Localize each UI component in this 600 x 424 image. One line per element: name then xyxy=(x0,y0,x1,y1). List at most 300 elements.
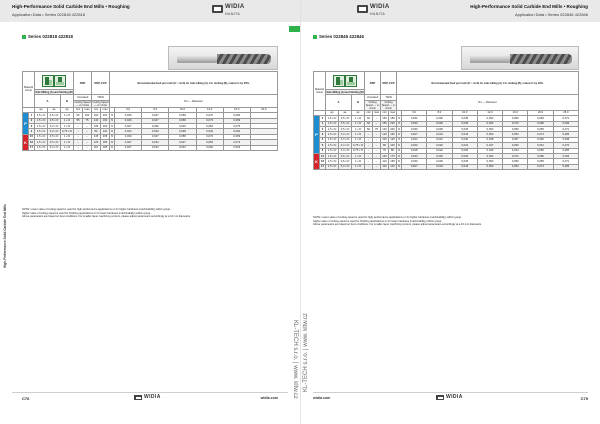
cell-n: 16 xyxy=(321,159,324,163)
material-group-badge: P xyxy=(23,113,29,135)
cell-feed: 0,030 xyxy=(115,134,142,139)
note-line: NOTE: Lower value of cutting speed is used for high-performance applications or for higher hardness (machinability) within group. xyxy=(313,216,462,219)
widia-logo-icon xyxy=(212,5,223,13)
cell-feed: 0,027 xyxy=(115,140,142,145)
side-milling-icon xyxy=(42,75,54,87)
page-number: C76 xyxy=(22,396,30,401)
cell-v1: – xyxy=(365,137,373,142)
cell-v4: 120 xyxy=(390,138,395,142)
cell-bap: 0,75 x D xyxy=(353,149,364,153)
cell-feed: 0,071 xyxy=(553,159,578,164)
cell-feed: 0,074 xyxy=(528,132,553,137)
footer-url[interactable]: widia.com xyxy=(260,396,278,400)
cell-fz: fz xyxy=(111,119,114,123)
cell-feed: 0,036 xyxy=(427,159,452,164)
cell-v2: – xyxy=(83,134,92,139)
cell-bap: 0,75 x D xyxy=(62,130,73,134)
end-mill-image xyxy=(168,46,278,70)
cell-feed: 0,047 xyxy=(142,118,169,123)
ap-label-b: ap xyxy=(61,107,74,112)
series-heading xyxy=(22,34,73,39)
d1-diameter-header: D1 — Diameter xyxy=(397,95,579,110)
recommendation-header: Recommended feed per tooth (fz = inch) for side milling (A). For slotting (B), reduce fz by 20%. xyxy=(397,72,579,95)
cell-ap: 1,5 x D xyxy=(326,143,339,148)
cell-v4: 165 xyxy=(390,159,395,163)
cell-v1: 50 xyxy=(365,126,373,131)
tisin-header: TiSiN xyxy=(92,95,110,100)
cell-feed: 0,024 xyxy=(402,137,427,142)
cell-v1: – xyxy=(365,143,373,148)
page-subtitle: Application Data • Series 022818 422818 xyxy=(12,12,86,17)
watermark: KL-TECH s.r.o. | www. kltw.cz xyxy=(292,320,298,399)
material-group-badge: K xyxy=(23,134,29,150)
cell-feed xyxy=(250,145,277,150)
cell-feed: 0,027 xyxy=(402,164,427,169)
cell-feed: 0,080 xyxy=(528,121,553,126)
cell-feed: 0,027 xyxy=(115,123,142,128)
ap-label-b: ap xyxy=(352,110,365,115)
cell-feed: 0,068 xyxy=(553,137,578,142)
cell-feed: 0,044 xyxy=(503,148,528,153)
cell-v3: 140 xyxy=(92,118,101,123)
cell-feed: 0,040 xyxy=(452,137,477,142)
cell-feed: 0,093 xyxy=(553,121,578,126)
cell-v3: 70 xyxy=(381,148,389,153)
brand-name: WIDIA xyxy=(225,4,245,10)
col-b: B xyxy=(352,95,365,110)
cell-feed: 0,045 xyxy=(452,159,477,164)
cell-n: 15 xyxy=(30,135,33,139)
cell-feed: 0,080 xyxy=(528,153,553,158)
cell-feed: 0,036 xyxy=(427,121,452,126)
cell-feed: 0,083 xyxy=(223,134,250,139)
cell-v3: 110 xyxy=(92,145,101,150)
material-group-header: Material Group xyxy=(314,72,326,111)
cell-feed: 0,033 xyxy=(402,121,427,126)
cell-v4: 185 xyxy=(101,145,110,150)
cell-bap: 1 x D xyxy=(61,134,74,139)
cell-v2: – xyxy=(83,145,92,150)
cell-feed: 0,055 xyxy=(196,140,223,145)
cell-fz: fz xyxy=(398,159,401,163)
cell-feed: 0,045 xyxy=(169,123,196,128)
cell-n: 4 xyxy=(320,137,326,142)
cell-v3: 145 xyxy=(92,134,101,139)
cell-feed: 0,050 xyxy=(503,143,528,148)
max-label: max xyxy=(373,111,380,115)
cell-v1: 55 xyxy=(74,118,83,123)
cell-feed: 0,045 xyxy=(452,116,477,121)
cell-bap: 1 x D xyxy=(352,153,365,158)
cell-feed: 0,070 xyxy=(503,121,528,126)
cell-feed: 0,059 xyxy=(503,126,528,131)
speed-header-2: Cutting Speed — vc m/min xyxy=(92,100,109,107)
cell-v4: 200 xyxy=(390,127,395,131)
cell-v4: 190 xyxy=(390,133,395,137)
cell-ap: 1,5 x D xyxy=(326,126,339,131)
cell-bap: 1 x D xyxy=(352,126,365,131)
cell-feed: 0,047 xyxy=(142,113,169,118)
cell-ae: 0,5 x D xyxy=(339,126,352,131)
footnote xyxy=(313,216,482,227)
cell-ae: 0,5 x D xyxy=(339,153,352,158)
cell-fz: fz xyxy=(398,127,401,131)
cell-feed: 0,043 xyxy=(169,145,196,150)
note-line: Higher value of cutting speed is used for finishing applications or for lower hardness (machinability) within group. xyxy=(313,219,442,223)
cell-fz: fz xyxy=(398,133,401,137)
cell-feed: 0,036 xyxy=(427,153,452,158)
cell-v4: 185 xyxy=(101,140,110,145)
cell-feed: 0,024 xyxy=(115,129,142,134)
page-subtitle: Application Data • Series 022846 422846 xyxy=(514,12,588,17)
tisin-header: TiSiN xyxy=(381,95,397,100)
cell-n: 4 xyxy=(29,129,35,134)
side-section-label: High-Performance Solid Carbide End Mills xyxy=(3,204,7,268)
cell-feed: 0,083 xyxy=(223,118,250,123)
cell-v2: – xyxy=(373,164,381,169)
ae-label: ae xyxy=(48,107,61,112)
footer-brand-name: WIDIA xyxy=(144,394,161,400)
cell-fz: fz xyxy=(111,130,114,134)
cell-bap: 1 x D xyxy=(352,164,365,169)
cell-ae: 0,5 x D xyxy=(339,159,352,164)
cell-ap: 1,5 x D xyxy=(326,121,339,126)
cell-v4: 220 xyxy=(390,122,395,126)
cell-v4: 160 xyxy=(101,123,110,128)
cell-feed: 0,058 xyxy=(169,118,196,123)
page-number: C79 xyxy=(580,396,588,401)
cell-ap: 1,5 x D xyxy=(35,113,48,118)
cell-ap: 1,5 x D xyxy=(326,137,339,142)
cell-ap: 1,5 x D xyxy=(35,145,48,150)
cell-v4: 100 xyxy=(390,143,395,147)
cell-feed: 0,049 xyxy=(196,129,223,134)
cell-feed: 0,043 xyxy=(452,164,477,169)
cell-feed: 0,034 xyxy=(427,132,452,137)
cell-feed: 0,059 xyxy=(503,159,528,164)
right-page xyxy=(300,0,600,424)
cell-bap: 1 x D xyxy=(61,140,74,145)
cell-feed: 0,060 xyxy=(196,123,223,128)
cell-feed: 0,060 xyxy=(477,164,502,169)
cell-feed: 0,060 xyxy=(528,137,553,142)
cell-v4: 175 xyxy=(390,154,395,158)
d1-diameter-header: D1 — Diameter xyxy=(110,95,278,107)
page-title: High-Performance Solid Carbide End Mills • Roughing xyxy=(12,4,130,9)
ap-label: ap xyxy=(35,107,48,112)
cell-n: 2 xyxy=(29,118,35,123)
cell-v2: 100 xyxy=(83,113,92,118)
min-label: min xyxy=(382,111,387,115)
cell-feed: 0,046 xyxy=(452,121,477,126)
cell-feed: 0,083 xyxy=(553,132,578,137)
cell-feed: 0,082 xyxy=(223,113,250,118)
cell-feed: 0,071 xyxy=(553,116,578,121)
cell-fz: fz xyxy=(398,138,401,142)
slotting-icon xyxy=(345,75,357,87)
cell-feed: 0,062 xyxy=(477,153,502,158)
cell-feed: 0,052 xyxy=(477,126,502,131)
max-label: max xyxy=(102,108,108,112)
diameter-label: 8,0 xyxy=(427,110,452,115)
cell-n: 17 xyxy=(30,146,33,150)
cell-feed: 0,093 xyxy=(553,153,578,158)
cell-feed: 0,071 xyxy=(553,126,578,131)
cell-ap: 1,5 x D xyxy=(35,129,48,134)
cell-ap: 1,5 x D xyxy=(35,118,48,123)
cell-ap: 1,5 x D xyxy=(326,132,339,137)
cell-feed: 0,065 xyxy=(528,126,553,131)
cell-v1: 60 xyxy=(74,113,83,118)
table-row xyxy=(314,164,579,169)
uncoated-header: Uncoated xyxy=(365,95,381,100)
cell-v1: 60 xyxy=(365,121,373,126)
diameter-label: 16,0 xyxy=(223,107,250,112)
cell-bap: 1 x D xyxy=(61,145,74,150)
material-group-badge: K xyxy=(314,153,320,169)
cell-feed: 0,036 xyxy=(427,126,452,131)
cell-feed: 0,057 xyxy=(503,137,528,142)
cell-bap: 1 x D xyxy=(352,116,365,121)
cell-fz: fz xyxy=(111,140,114,144)
side-milling-title: Side Milling (A) and Slotting (B) xyxy=(35,90,73,94)
cell-feed: 0,073 xyxy=(223,140,250,145)
cell-feed: 0,020 xyxy=(402,143,427,148)
cell-ae: 0,5 x D xyxy=(48,140,61,145)
cell-feed: 0,026 xyxy=(115,118,142,123)
cell-n: 17 xyxy=(321,165,324,169)
cell-n: 5 xyxy=(320,143,326,148)
cell-n: 15 xyxy=(321,154,324,158)
cell-ae: 0,4 x D xyxy=(339,143,352,148)
note-line: Above parameters are based on best conditions. For smaller taper machining centers, please adjust parameters accordingly at a 10 mm diameters. xyxy=(22,215,191,219)
speed-header-2: Cutting Speed — vc m/min xyxy=(381,100,396,110)
cell-feed: 0,052 xyxy=(477,116,502,121)
cell-feed: 0,036 xyxy=(142,123,169,128)
footer-logo xyxy=(134,393,164,403)
note-line: Above parameters are based on best conditions. For smaller taper machining centers, please adjust parameters accordingly at a 10 mm diameters. xyxy=(313,223,482,227)
footer-brand-name: WIDIA xyxy=(446,394,463,400)
cell-feed: 0,060 xyxy=(477,132,502,137)
table-body xyxy=(314,116,579,170)
cell-feed: 0,048 xyxy=(477,137,502,142)
cell-feed: 0,030 xyxy=(402,159,427,164)
material-group-badge: P xyxy=(314,116,320,154)
cell-feed: 0,063 xyxy=(503,132,528,137)
series-heading xyxy=(313,34,364,39)
footnote xyxy=(22,208,191,219)
cell-feed: 0,030 xyxy=(402,126,427,131)
side-milling-icon xyxy=(333,75,345,87)
cell-feed: 0,027 xyxy=(115,145,142,150)
max-label: max xyxy=(390,111,396,115)
rsp-ccp-header: RSP-CCP xyxy=(381,72,397,95)
cell-feed: 0,034 xyxy=(142,145,169,150)
cell-bap: 1 x D xyxy=(352,159,365,164)
cell-ae: 0,4 x D xyxy=(339,148,352,153)
cell-fz: fz xyxy=(398,122,401,126)
cell-ap: 1,5 x D xyxy=(326,164,339,169)
cell-feed: 0,060 xyxy=(196,145,223,150)
cell-v2: – xyxy=(373,159,381,164)
cell-v3: 110 xyxy=(382,165,387,169)
slotting-icon xyxy=(54,75,66,87)
brand-subname: HANITA xyxy=(225,12,241,16)
series-label: Series 022818 422818 xyxy=(28,34,73,39)
cell-v3: 80 xyxy=(381,143,389,148)
cell-v3: 120 xyxy=(382,133,387,137)
speed-header-1: Cutting Speed — vc m/min xyxy=(74,100,91,107)
brand-name: WIDIA xyxy=(370,4,390,10)
cell-v2: – xyxy=(83,129,92,134)
rsp-header: RSP xyxy=(74,72,92,95)
cell-ap: 1,5 x D xyxy=(35,140,48,145)
cell-fz: fz xyxy=(111,124,114,128)
cell-fz: fz xyxy=(398,143,401,147)
cell-fz: fz xyxy=(398,165,401,169)
cell-ae: 0,4 x D xyxy=(339,164,352,169)
cell-v3: 150 xyxy=(382,122,387,126)
page-title: High-Performance Solid Carbide End Mills • Roughing xyxy=(470,4,588,9)
header-accent xyxy=(289,26,300,32)
cell-feed: 0,083 xyxy=(553,164,578,169)
cell-ae: 0,5 x D xyxy=(339,121,352,126)
cell-v2: – xyxy=(83,140,92,145)
cell-feed: 0,040 xyxy=(477,148,502,153)
cell-n: 3 xyxy=(29,123,35,128)
cell-feed: 0,032 xyxy=(402,116,427,121)
table-row xyxy=(23,145,278,150)
cell-v3: 140 xyxy=(382,127,387,131)
cell-feed: 0,070 xyxy=(196,134,223,139)
cell-v1: – xyxy=(74,145,83,150)
cell-n: 2 xyxy=(320,126,326,131)
cell-feed: 0,072 xyxy=(553,143,578,148)
cell-feed: 0,038 xyxy=(169,129,196,134)
cell-feed: 0,030 xyxy=(115,113,142,118)
cell-feed: 0,036 xyxy=(427,116,452,121)
cell-v1: – xyxy=(74,129,83,134)
cell-feed: 0,030 xyxy=(452,148,477,153)
cell-ae: 0,4 x D xyxy=(48,145,61,150)
cell-feed: 0,070 xyxy=(503,153,528,158)
cell-v2: 75 xyxy=(83,118,92,123)
diameter-label: 6,0 xyxy=(402,110,427,115)
cell-n: 16 xyxy=(30,140,33,144)
series-label: Series 022846 422846 xyxy=(319,34,364,39)
diameter-label: 20,0 xyxy=(250,107,277,112)
milling-icons-cell xyxy=(326,72,365,90)
cell-v1: – xyxy=(365,159,373,164)
square-bullet-icon xyxy=(22,35,26,39)
cell-v4: 80 xyxy=(389,148,397,153)
diameter-label: 25,0 xyxy=(553,110,578,115)
cell-v3: 135 xyxy=(92,123,101,128)
cell-ap: 1,5 x D xyxy=(326,153,339,158)
cell-ap: 1,5 x D xyxy=(35,134,48,139)
cell-ae: 0,4 x D xyxy=(339,132,352,137)
cell-ae: 0,5 x D xyxy=(48,118,61,123)
widia-logo-icon xyxy=(134,395,142,400)
table-body xyxy=(23,113,278,151)
cell-feed: 0,047 xyxy=(477,143,502,148)
cell-feed: 0,032 xyxy=(142,129,169,134)
cell-v1: – xyxy=(74,134,83,139)
cell-feed: 0,065 xyxy=(528,159,553,164)
cell-v1: – xyxy=(365,153,373,158)
min-label: min xyxy=(366,111,371,115)
cell-v4: 205 xyxy=(101,134,110,139)
cell-v2: – xyxy=(373,148,381,153)
cell-n: 1 xyxy=(29,113,35,118)
cell-v1: 60 xyxy=(365,116,373,121)
min-label: min xyxy=(92,107,101,112)
diameter-label: 8,0 xyxy=(142,107,169,112)
cell-fz: fz xyxy=(111,135,114,139)
end-mill-image xyxy=(461,46,579,70)
cell-bap: 1 x D xyxy=(352,132,365,137)
cell-feed: 0,034 xyxy=(452,143,477,148)
cell-fz: fz xyxy=(111,146,114,150)
cell-bap: 1 x D xyxy=(352,121,365,126)
milling-icons-cell xyxy=(35,72,74,90)
note-line: NOTE: Lower value of cutting speed is used for high-performance applications or for higher hardness (machinability) within group. xyxy=(22,208,171,211)
cell-feed: 0,045 xyxy=(452,126,477,131)
min-label: min xyxy=(74,107,83,112)
cell-feed: 0,018 xyxy=(402,148,427,153)
footer-url[interactable]: widia.com xyxy=(313,396,331,400)
cell-feed: 0,022 xyxy=(427,148,452,153)
cell-feed: 0,031 xyxy=(427,137,452,142)
cell-feed: 0,061 xyxy=(528,143,553,148)
footer-logo xyxy=(436,393,466,403)
note-line: Higher value of cutting speed is used for finishing applications or for lower hardness (machinability) within group. xyxy=(22,211,151,215)
material-group-header: Material Group xyxy=(23,72,35,108)
brand-subname: HANITA xyxy=(370,12,386,16)
cell-v2: 75 xyxy=(373,126,381,131)
square-bullet-icon xyxy=(313,35,317,39)
cell-v4: 100 xyxy=(101,129,110,134)
cell-v4: 200 xyxy=(101,113,110,118)
max-label: max xyxy=(84,108,90,112)
application-data-table xyxy=(22,71,278,151)
col-b: B xyxy=(61,95,74,107)
cell-feed: 0,075 xyxy=(223,123,250,128)
cell-feed: 0,050 xyxy=(528,148,553,153)
cell-fz: fz xyxy=(398,116,401,120)
brand-logo xyxy=(357,3,389,19)
cell-ae: 0,3 x D xyxy=(48,129,61,134)
cell-feed: 0,063 xyxy=(223,145,250,150)
cell-n: 3 xyxy=(320,132,326,137)
cell-fz: fz xyxy=(398,154,401,158)
diameter-label: 12,0 xyxy=(477,110,502,115)
cell-v4: 160 xyxy=(101,118,110,123)
uncoated-header: Uncoated xyxy=(74,95,92,100)
cell-feed: 0,034 xyxy=(427,164,452,169)
cell-feed: 0,052 xyxy=(477,159,502,164)
cell-ap: 1,5 x D xyxy=(326,148,339,153)
cell-v1: – xyxy=(365,148,373,153)
cell-v2: – xyxy=(373,153,381,158)
diameter-label: 12,0 xyxy=(196,107,223,112)
diameter-label: 6,0 xyxy=(115,107,142,112)
cell-feed: 0,027 xyxy=(402,132,427,137)
cell-ap: 1,5 x D xyxy=(326,116,339,121)
cell-ae: 0,5 x D xyxy=(48,113,61,118)
cell-feed: 0,058 xyxy=(169,134,196,139)
cell-ae: 0,4 x D xyxy=(48,123,61,128)
